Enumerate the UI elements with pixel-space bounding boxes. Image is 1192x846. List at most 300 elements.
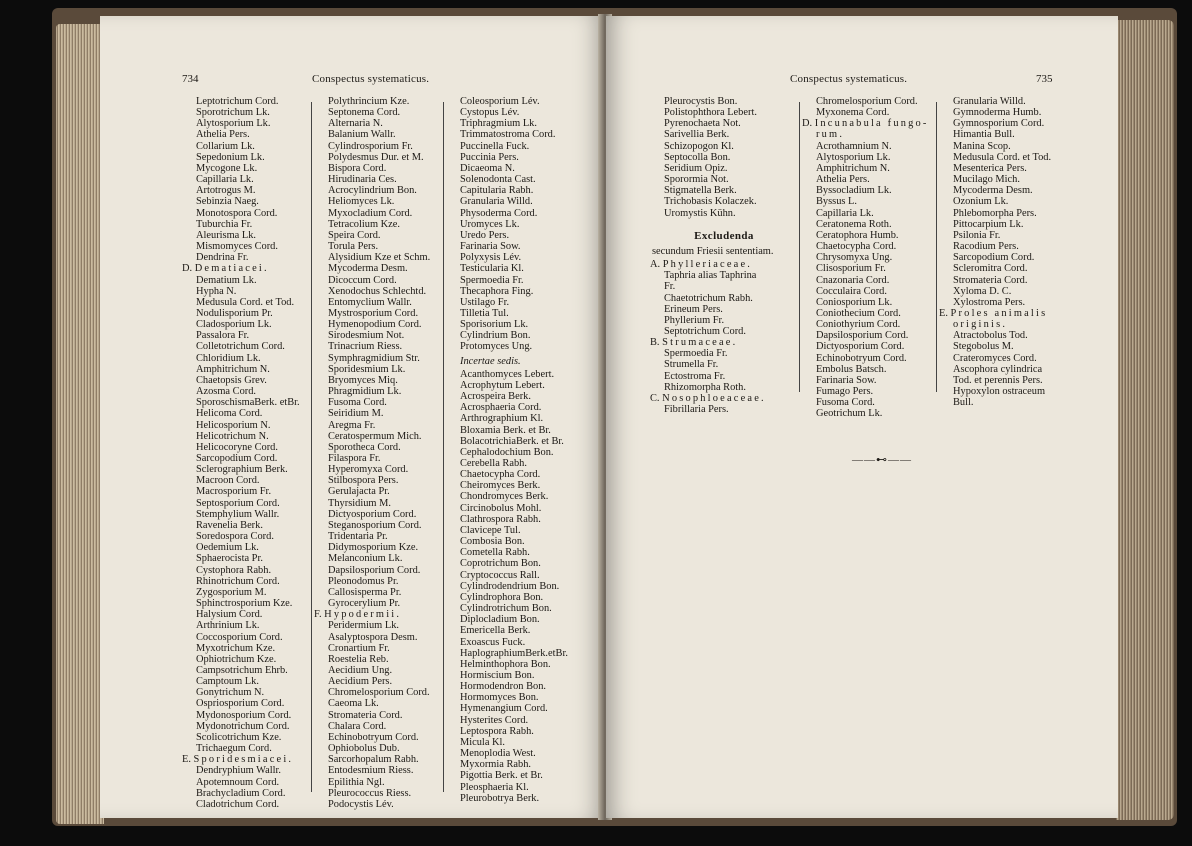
- genus-entry: Chaetotrichum Rabh.: [664, 292, 753, 304]
- genus-entry: Chromelosporium Cord.: [816, 96, 918, 107]
- genus-entry: Taphria alias Taphrina: [664, 270, 757, 282]
- genus-entry: HaplographiumBerk.etBr.: [460, 647, 568, 659]
- genus-entry: Polydesmus Dur. et M.: [328, 151, 424, 163]
- genus-entry: Cystophora Rabh.: [196, 564, 272, 576]
- genus-entry: Mesenterica Pers.: [953, 162, 1027, 174]
- genus-entry: Dicaeoma N.: [460, 162, 515, 174]
- genus-entry: Mydonotrichum Cord.: [196, 720, 290, 732]
- genus-entry: Puccinia Pers.: [460, 151, 519, 163]
- genus-entry: Balanium Wallr.: [328, 129, 396, 141]
- genus-entry: Xenodochus Schlechtd.: [328, 285, 427, 297]
- group-heading: [650, 337, 798, 348]
- genus-entry: Alternaria N.: [328, 118, 383, 130]
- genus-entry: Rhinotrichum Cord.: [196, 575, 280, 587]
- group-name: Sporidesmiacei.: [193, 754, 294, 766]
- genus-entry: Tridentaria Pr.: [328, 531, 388, 543]
- genus-entry: Tuburchia Fr.: [196, 218, 253, 230]
- genus-entry: Crateromyces Cord.: [953, 352, 1037, 364]
- genus-entry: Hormiscium Bon.: [460, 669, 535, 681]
- group-letter: D.: [182, 263, 195, 275]
- genus-entry: Chondromyces Berk.: [460, 491, 549, 503]
- genus-entry: Ophiobolus Dub.: [328, 743, 400, 755]
- group-heading: [314, 609, 444, 620]
- group-heading: [650, 259, 798, 270]
- genus-entry: Zygosporium M.: [196, 586, 267, 598]
- genus-entry: Asalyptospora Desm.: [328, 631, 418, 643]
- genus-entry: Callosisperma Pr.: [328, 586, 402, 598]
- genus-entry: Mismomyces Cord.: [196, 241, 278, 253]
- genus-entry: SporoschismaBerk. etBr.: [196, 397, 300, 409]
- genus-entry: Capillaria Lk.: [196, 174, 254, 186]
- column-rule: [311, 102, 312, 792]
- right-page: [606, 16, 1118, 818]
- group-heading: [182, 754, 312, 765]
- genus-entry: Coccosporium Cord.: [196, 631, 283, 643]
- genus-entry: Roestelia Reb.: [328, 653, 389, 665]
- genus-entry: Hormomyces Bon.: [460, 692, 539, 704]
- genus-entry: Cephalodochium Bon.: [460, 446, 554, 458]
- genus-entry: Hyperomyxa Cord.: [328, 464, 409, 476]
- genus-entry: Passalora Fr.: [196, 330, 250, 342]
- genus-entry: Dapsilosporium Cord.: [816, 330, 909, 342]
- genus-entry: Bull.: [953, 397, 974, 409]
- genus-entry: Gymnosporium Cord.: [953, 118, 1045, 130]
- genus-entry: Ceratophora Humb.: [816, 229, 899, 241]
- genus-entry: Sphaerocista Pr.: [196, 553, 263, 565]
- genus-entry: Gyrocerylium Pr.: [328, 598, 401, 610]
- genus-entry: Trichobasis Kolaczek.: [664, 196, 757, 208]
- column-rule: [443, 102, 444, 792]
- genus-entry: Dictyosporium Cord.: [328, 508, 417, 520]
- genus-entry: Exoascus Fuck.: [460, 636, 526, 648]
- genus-entry: Cylindrosporium Fr.: [328, 140, 413, 152]
- genus-entry: Mycogone Lk.: [196, 162, 258, 174]
- group-heading: [182, 263, 312, 274]
- genus-entry: Arthrinium Lk.: [196, 620, 260, 632]
- genus-entry: Ceratospermum Mich.: [328, 430, 422, 442]
- group-letter: B.: [650, 337, 663, 349]
- genus-entry: Didymosporium Kze.: [328, 542, 419, 554]
- left-column-3: [446, 96, 596, 804]
- genus-entry: Clavicepe Tul.: [460, 524, 521, 536]
- genus-entry: Acrospeira Berk.: [460, 391, 531, 403]
- genus-entry: Cnazonaria Cord.: [816, 274, 890, 286]
- right-column-3: [939, 96, 1079, 408]
- genus-entry: Xylostroma Pers.: [953, 296, 1026, 308]
- genus-entry: Sporotheca Cord.: [328, 441, 401, 453]
- genus-entry: Helminthophora Bon.: [460, 658, 551, 670]
- genus-entry: Thyrsidium M.: [328, 497, 391, 509]
- group-name: Incunabula fungo-: [814, 118, 929, 130]
- genus-entry: Nodulisporium Pr.: [196, 307, 273, 319]
- column-rule: [936, 102, 937, 392]
- genus-entry: Torula Pers.: [328, 241, 379, 253]
- genus-entry: Artotrogus M.: [196, 185, 256, 197]
- section-subheading: secundum Friesii sententiam.: [652, 245, 774, 257]
- genus-entry: Fusoma Cord.: [328, 397, 387, 409]
- genus-entry: Helicocoryne Cord.: [196, 441, 278, 453]
- genus-entry: Erineum Pers.: [664, 303, 723, 315]
- genus-entry: Dictyosporium Cord.: [816, 341, 905, 353]
- genus-entry: Gymnoderma Humb.: [953, 107, 1042, 119]
- genus-entry: Pleurobotrya Berk.: [460, 792, 540, 804]
- genus-entry: Ravenelia Berk.: [196, 519, 263, 531]
- section-heading: Excludenda: [694, 229, 754, 242]
- genus-entry: Polyxysis Lév.: [460, 252, 522, 264]
- genus-entry: Amphitrichum N.: [196, 363, 270, 375]
- genus-entry: Entomyclium Wallr.: [328, 296, 412, 308]
- genus-entry: Cryptococcus Rall.: [460, 569, 540, 581]
- genus-entry: Chrysomyxa Ung.: [816, 252, 893, 264]
- genus-entry: Phlebomorpha Pers.: [953, 207, 1037, 219]
- end-ornament: ——⊷——: [852, 454, 912, 466]
- genus-entry: Trichaegum Cord.: [196, 743, 272, 755]
- genus-entry: Peridermium Lk.: [328, 620, 399, 632]
- genus-entry: Cylindrodendrium Bon.: [460, 580, 560, 592]
- genus-entry: Myxocladium Cord.: [328, 207, 413, 219]
- genus-entry: Bryomyces Miq.: [328, 374, 398, 386]
- genus-entry: Coniothyrium Cord.: [816, 319, 901, 331]
- genus-entry: Capitularia Rabh.: [460, 185, 534, 197]
- genus-entry: Cylindrophora Bon.: [460, 591, 544, 603]
- genus-entry: Azosma Cord.: [196, 386, 257, 398]
- genus-entry: Coniosporium Lk.: [816, 296, 893, 308]
- genus-entry: Circinobolus Mohl.: [460, 502, 542, 514]
- genus-entry: Medusula Cord. et Tod.: [953, 151, 1052, 163]
- genus-entry: Atractobolus Tod.: [953, 330, 1028, 342]
- page-number-left: 734: [182, 73, 199, 85]
- page-number-right: 735: [1036, 73, 1053, 85]
- genus-entry: Cometella Rabh.: [460, 547, 530, 559]
- genus-entry: Mydonosporium Cord.: [196, 709, 292, 721]
- genus-entry: Entodesmium Riess.: [328, 765, 414, 777]
- genus-entry: Sphinctrosporium Kze.: [196, 598, 293, 610]
- genus-entry: Mycoderma Desm.: [953, 185, 1033, 197]
- genus-entry: Capillaria Lk.: [816, 207, 874, 219]
- genus-entry: Emericella Berk.: [460, 625, 531, 637]
- genus-entry: Aregma Fr.: [328, 419, 376, 431]
- genus-entry: Trinacrium Riess.: [328, 341, 403, 353]
- genus-entry: Hypoxylon ostraceum: [953, 386, 1046, 398]
- genus-entry: Mucilago Mich.: [953, 174, 1020, 186]
- genus-entry: Athelia Pers.: [196, 129, 250, 141]
- genus-entry: Cylindrium Bon.: [460, 330, 531, 342]
- genus-entry: Alytosporium Lk.: [816, 151, 891, 163]
- italic-heading: Incertae sedis.: [460, 355, 521, 367]
- genus-entry: Epilithia Ngl.: [328, 776, 385, 788]
- genus-entry: Collarium Lk.: [196, 140, 255, 152]
- genus-entry: Cladosporium Lk.: [196, 319, 272, 331]
- genus-entry: Racodium Pers.: [953, 241, 1019, 253]
- genus-entry: Apotemnoum Cord.: [196, 776, 280, 788]
- genus-entry: Macrosporium Fr.: [196, 486, 272, 498]
- running-head-left: Conspectus systematicus.: [312, 73, 430, 85]
- genus-entry: Septosporium Cord.: [196, 497, 280, 509]
- genus-entry: Fumago Pers.: [816, 386, 874, 398]
- genus-entry: Protomyces Ung.: [460, 341, 533, 353]
- genus-entry: Spermoedia Fr.: [664, 348, 728, 360]
- genus-entry: Byssocladium Lk.: [816, 185, 892, 197]
- genus-entry: Hirudinaria Ces.: [328, 174, 397, 186]
- group-name: Nosophloeaceae.: [662, 392, 766, 404]
- genus-entry: Fr.: [664, 281, 676, 293]
- genus-entry: Chaetocypha Cord.: [460, 469, 541, 481]
- genus-entry: Symphragmidium Str.: [328, 352, 420, 364]
- genus-entry: Acanthomyces Lebert.: [460, 368, 555, 380]
- genus-entry: Byssus L.: [816, 196, 857, 208]
- genus-entry: Pleurococcus Riess.: [328, 787, 412, 799]
- genus-entry: Coniothecium Cord.: [816, 307, 901, 319]
- genus-entry: Schizopogon Kl.: [664, 140, 734, 152]
- genus-entry: Gerulajacta Pr.: [328, 486, 390, 498]
- genus-entry: Filaspora Fr.: [328, 453, 381, 464]
- genus-entry: Hormodendron Bon.: [460, 681, 547, 693]
- genus-entry: Septonema Cord.: [328, 107, 401, 119]
- group-letter: E.: [939, 307, 951, 319]
- genus-entry: Brachycladium Cord.: [196, 787, 286, 799]
- genus-entry: Bispora Cord.: [328, 162, 387, 174]
- genus-entry: Seiridium M.: [328, 408, 384, 420]
- genus-entry: Pleosphaeria Kl.: [460, 781, 529, 793]
- genus-entry: Myxonema Cord.: [816, 107, 890, 119]
- genus-entry: Menoplodia West.: [460, 748, 536, 760]
- genus-entry: Athelia Pers.: [816, 174, 870, 186]
- genus-entry: Cheiromyces Berk.: [460, 480, 541, 492]
- genus-entry: Cylindrotrichum Bon.: [460, 603, 552, 615]
- genus-entry: Stromateria Cord.: [953, 274, 1028, 286]
- genus-entry: Helicosporium N.: [196, 419, 271, 431]
- genus-entry: Stegobolus M.: [953, 341, 1014, 353]
- group-heading: [650, 393, 798, 404]
- genus-entry: Tod. et perennis Pers.: [953, 374, 1043, 386]
- genus-entry: Pyrenochaeta Not.: [664, 118, 741, 130]
- genus-entry: Halysium Cord.: [196, 609, 263, 621]
- genus-entry: Podocystis Lév.: [328, 798, 394, 810]
- genus-entry: Combosia Bon.: [460, 536, 525, 548]
- genus-entry: Sporidesmium Lk.: [328, 363, 406, 375]
- genus-entry: Sirodesmium Not.: [328, 330, 405, 342]
- genus-entry: Ceratonema Roth.: [816, 218, 892, 230]
- genus-entry: Cladotrichum Cord.: [196, 798, 280, 810]
- genus-entry: Acrothamnium N.: [816, 140, 892, 152]
- genus-entry: Geotrichum Lk.: [816, 408, 883, 420]
- genus-entry: Hymenopodium Cord.: [328, 319, 422, 331]
- column-rule: [799, 102, 800, 392]
- genus-entry: Clathrospora Rabh.: [460, 513, 541, 525]
- genus-entry: Stilbospora Pers.: [328, 475, 399, 487]
- genus-entry: Farinaria Sow.: [816, 374, 877, 386]
- genus-entry: Triphragmium Lk.: [460, 118, 537, 130]
- genus-entry: Sporotrichum Lk.: [196, 107, 270, 119]
- genus-entry: Tetracolium Kze.: [328, 218, 400, 230]
- genus-entry: rum.: [816, 129, 845, 141]
- running-head-right: Conspectus systematicus.: [790, 73, 908, 85]
- genus-entry: Septocolla Bon.: [664, 151, 731, 163]
- group-name: Proles animalis: [950, 307, 1048, 319]
- genus-entry: Pleurocystis Bon.: [664, 96, 738, 107]
- genus-entry: Physoderma Cord.: [460, 207, 538, 219]
- genus-entry: Sarcopodium Cord.: [953, 252, 1035, 264]
- genus-entry: Uredo Pers.: [460, 229, 510, 241]
- genus-entry: Embolus Batsch.: [816, 363, 887, 375]
- genus-entry: Stigmatella Berk.: [664, 185, 737, 197]
- genus-entry: Septotrichum Cord.: [664, 325, 746, 337]
- genus-entry: Echinobotryum Cord.: [328, 731, 419, 743]
- genus-entry: Mystrosporium Cord.: [328, 307, 419, 319]
- genus-entry: Oedemium Lk.: [196, 542, 259, 554]
- genus-entry: Monotospora Cord.: [196, 207, 278, 219]
- genus-entry: Echinobotryum Cord.: [816, 352, 907, 364]
- genus-entry: Spermoedia Fr.: [460, 274, 524, 286]
- genus-entry: Hysterites Cord.: [460, 714, 529, 726]
- genus-entry: Strumella Fr.: [664, 359, 719, 371]
- genus-entry: Melanconium Lk.: [328, 553, 403, 565]
- genus-entry: Farinaria Sow.: [460, 241, 521, 253]
- genus-entry: Acrosphaeria Cord.: [460, 402, 542, 414]
- genus-entry: Stromateria Cord.: [328, 709, 403, 721]
- genus-entry: Arthrographium Kl.: [460, 413, 544, 425]
- genus-entry: Campsotrichum Ehrb.: [196, 664, 288, 676]
- genus-entry: Cronartium Fr.: [328, 642, 390, 654]
- genus-entry: Sarivellia Berk.: [664, 129, 730, 141]
- genus-entry: Helicoma Cord.: [196, 408, 263, 420]
- genus-entry: Scleromitra Cord.: [953, 263, 1028, 275]
- genus-entry: Xyloma D. C.: [953, 285, 1012, 297]
- genus-entry: Coleosporium Lév.: [460, 96, 540, 107]
- genus-entry: Sebinzia Naeg.: [196, 196, 259, 208]
- right-column-2: [802, 96, 934, 420]
- genus-entry: Amphitrichum N.: [816, 162, 890, 174]
- genus-entry: Hypha N.: [196, 285, 237, 297]
- genus-entry: Chloridium Lk.: [196, 352, 261, 364]
- genus-entry: Myxotrichum Kze.: [196, 642, 276, 654]
- genus-entry: Dicoccum Cord.: [328, 274, 397, 286]
- genus-entry: Helicotrichum N.: [196, 430, 269, 442]
- genus-entry: Scolicotrichum Kze.: [196, 731, 282, 743]
- genus-entry: Fibrillaria Pers.: [664, 404, 729, 416]
- genus-entry: Chaetocypha Cord.: [816, 241, 897, 253]
- right-column-1: [650, 96, 798, 415]
- genus-entry: Rhizomorpha Roth.: [664, 381, 746, 393]
- left-column-2: [314, 96, 444, 810]
- genus-entry: Granularia Willd.: [953, 96, 1026, 107]
- group-name: Strumaceae.: [662, 337, 738, 349]
- genus-entry: Soredospora Cord.: [196, 531, 274, 543]
- genus-entry: Polistophthora Lebert.: [664, 107, 757, 119]
- genus-entry: Ascophora cylindrica: [953, 363, 1043, 375]
- group-letter: F.: [314, 609, 325, 621]
- right-page-edges: [1116, 20, 1174, 820]
- genus-entry: Dapsilosporium Cord.: [328, 564, 421, 576]
- genus-entry: Solenodonta Cast.: [460, 174, 536, 186]
- genus-entry: Chaetopsis Grev.: [196, 374, 267, 386]
- genus-entry: Ospriosporium Cord.: [196, 698, 285, 710]
- genus-entry: BolacotrichiaBerk. et Br.: [460, 435, 564, 447]
- genus-entry: Uromyces Lk.: [460, 218, 520, 230]
- group-letter: E.: [182, 754, 194, 766]
- group-letter: A.: [650, 259, 663, 271]
- genus-entry: Chalara Cord.: [328, 720, 387, 732]
- genus-entry: Myxormia Rabh.: [460, 759, 531, 771]
- genus-entry: Alytosporium Lk.: [196, 118, 271, 130]
- genus-entry: Tilletia Tul.: [460, 307, 509, 319]
- genus-entry: Acrocylindrium Bon.: [328, 185, 417, 197]
- genus-entry: Dendryphium Wallr.: [196, 765, 281, 777]
- genus-entry: Himantia Bull.: [953, 129, 1015, 141]
- genus-entry: Testicularia Kl.: [460, 263, 524, 275]
- genus-entry: Speira Cord.: [328, 229, 381, 241]
- group-letter: D.: [802, 118, 815, 130]
- genus-entry: Coprotrichum Bon.: [460, 558, 541, 570]
- left-page: [100, 16, 604, 818]
- genus-entry: Diplocladium Bon.: [460, 614, 540, 626]
- group-heading: [939, 308, 1079, 319]
- genus-entry: Caeoma Lk.: [328, 698, 379, 710]
- genus-entry: Granularia Willd.: [460, 196, 533, 208]
- genus-entry: Leptospora Rabh.: [460, 725, 534, 737]
- genus-entry: Heliomyces Lk.: [328, 196, 395, 208]
- genus-entry: Cocculaira Cord.: [816, 285, 887, 297]
- group-name: Phylleriaceae.: [662, 259, 753, 271]
- genus-entry: Cystopus Lév.: [460, 107, 520, 119]
- genus-entry: Manina Scop.: [953, 140, 1011, 152]
- genus-entry: Aleurisma Lk.: [196, 229, 257, 241]
- genus-entry: Ustilago Fr.: [460, 296, 510, 308]
- group-name: Dematiacei.: [194, 263, 269, 275]
- genus-entry: Sporisorium Lk.: [460, 319, 529, 331]
- genus-entry: Gonytrichum N.: [196, 687, 265, 699]
- genus-entry: Acrophytum Lebert.: [460, 379, 545, 391]
- genus-entry: Sporormia Not.: [664, 174, 729, 186]
- genus-entry: Phyllerium Fr.: [664, 314, 725, 326]
- left-page-edges: [56, 24, 104, 824]
- genus-entry: Sepedonium Lk.: [196, 151, 265, 163]
- genus-entry: Macroon Cord.: [196, 475, 260, 487]
- genus-entry: Hymenangium Cord.: [460, 703, 548, 715]
- genus-entry: Sarcorhopalum Rabh.: [328, 754, 419, 766]
- genus-entry: Ectostroma Fr.: [664, 370, 726, 382]
- genus-entry: Psilonia Fr.: [953, 229, 1001, 241]
- genus-entry: Medusula Cord. et Tod.: [196, 296, 295, 308]
- genus-entry: Cerebella Rabh.: [460, 458, 527, 469]
- genus-entry: Alysidium Kze et Schm.: [328, 252, 431, 264]
- left-column-1: [182, 96, 312, 810]
- genus-entry: Puccinella Fuck.: [460, 140, 530, 152]
- genus-entry: Dendrina Fr.: [196, 252, 249, 264]
- genus-entry: Uromystis Kühn.: [664, 207, 736, 219]
- genus-entry: Mycoderma Desm.: [328, 263, 408, 275]
- genus-entry: Aecidium Ung.: [328, 664, 393, 676]
- genus-entry: Polythrincium Kze.: [328, 96, 410, 107]
- group-heading: [802, 118, 934, 129]
- genus-entry: Chromelosporium Cord.: [328, 687, 430, 699]
- genus-entry: Colletotrichum Cord.: [196, 341, 285, 353]
- genus-entry: Steganosporium Cord.: [328, 519, 422, 531]
- genus-entry: Pleonodomus Pr.: [328, 575, 399, 587]
- group-letter: C.: [650, 392, 663, 404]
- genus-entry: Ophiotrichum Kze.: [196, 653, 277, 665]
- genus-entry: Stemphylium Wallr.: [196, 508, 280, 520]
- genus-entry: Sarcopodium Cord.: [196, 453, 278, 464]
- genus-entry: Leptotrichum Cord.: [196, 96, 279, 107]
- genus-entry: Pigottia Berk. et Br.: [460, 770, 543, 782]
- genus-entry: Ozonium Lk.: [953, 196, 1009, 208]
- genus-entry: Fusoma Cord.: [816, 397, 875, 409]
- genus-entry: Bloxamia Berk. et Br.: [460, 424, 551, 436]
- genus-entry: Clisosporium Fr.: [816, 263, 886, 275]
- genus-entry: Pittocarpium Lk.: [953, 218, 1024, 230]
- genus-entry: Seridium Opiz.: [664, 162, 728, 174]
